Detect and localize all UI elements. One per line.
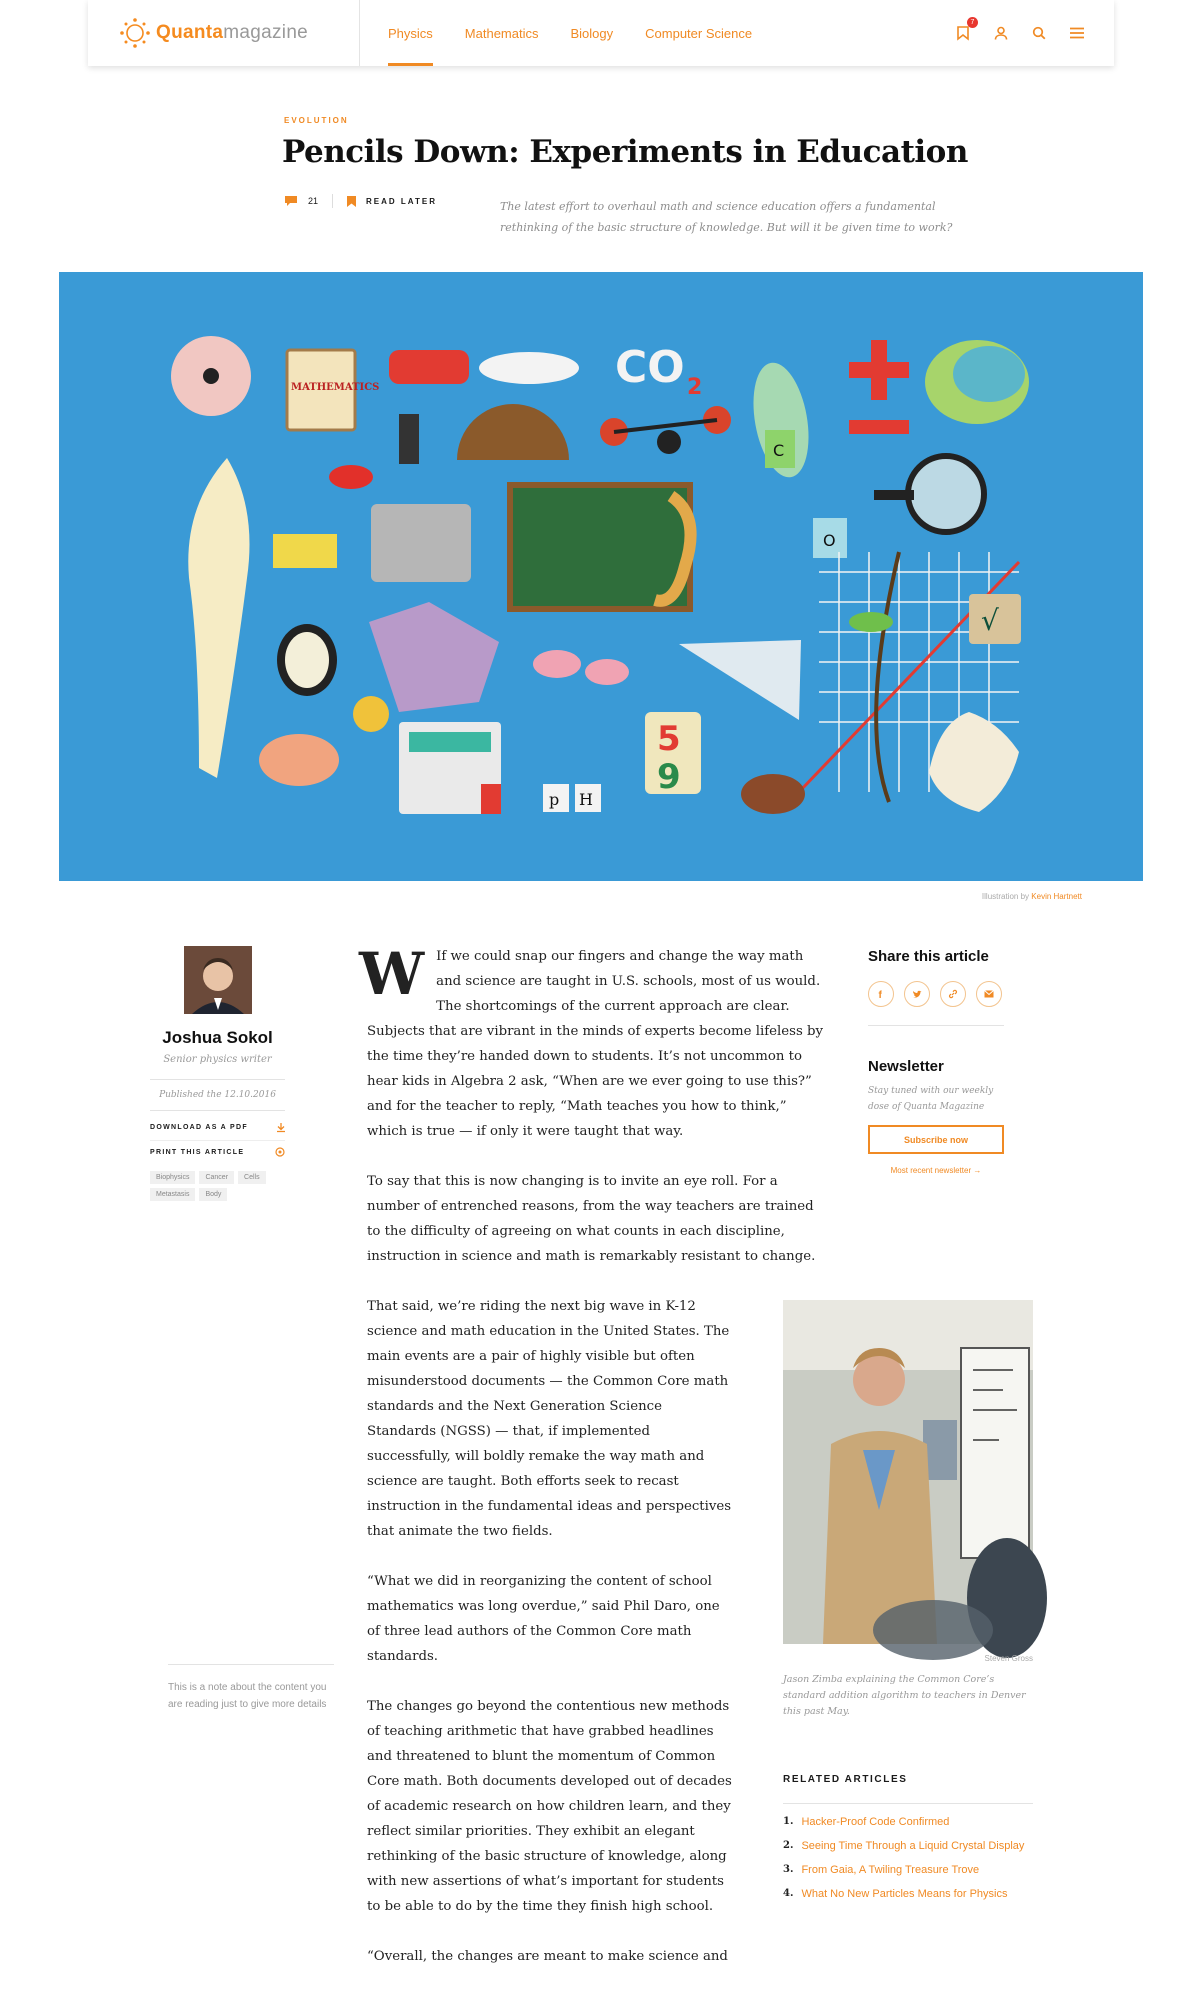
search-icon[interactable] (1030, 24, 1048, 42)
author-name[interactable]: Joshua Sokol (162, 1028, 273, 1047)
author-avatar[interactable] (184, 946, 252, 1014)
share-panel (868, 948, 1004, 1026)
related-item[interactable] (783, 1816, 1033, 1828)
author-role: Senior physics writer (163, 1054, 272, 1065)
related-link[interactable]: What No New Particles Means for Physics (801, 1888, 1008, 1900)
hero-collage-image (59, 272, 1143, 881)
bookmark-icon (347, 196, 356, 207)
download-pdf-link[interactable] (150, 1123, 285, 1132)
svg-text:CO: CO (615, 342, 685, 393)
side-note: This is a note about the content you are reading just to give more details (168, 1664, 334, 1713)
svg-text:5: 5 (657, 719, 681, 759)
site-header (88, 0, 1114, 66)
related-link[interactable]: Seeing Time Through a Liquid Crystal Display (801, 1840, 1025, 1852)
svg-text:9: 9 (657, 757, 681, 797)
author-card (150, 946, 285, 1201)
photo-caption: Jason Zimba explaining the Common Core’s standard addition algorithm to teachers in Denver this past May. (783, 1674, 1026, 1717)
tag-cancer[interactable]: Cancer (199, 1171, 234, 1184)
tag-cells[interactable]: Cells (238, 1171, 266, 1184)
svg-text:MATHEMATICS: MATHEMATICS (291, 382, 380, 393)
svg-text:2: 2 (687, 375, 703, 400)
related-item[interactable] (783, 1888, 1033, 1900)
link-icon[interactable] (940, 981, 966, 1007)
paragraph: “What we did in reorganizing the content of school mathematics was long overdue,” said Phil Daro, one of three lead authors of the Common Core math standards. (367, 1574, 720, 1664)
tag-biophysics[interactable]: Biophysics (150, 1171, 195, 1184)
nav-mathematics[interactable]: Mathematics (464, 25, 539, 41)
lecture-photo-image (783, 1300, 1033, 1644)
photo-credit: Steven Gross (984, 1654, 1033, 1663)
related-link[interactable]: Hacker-Proof Code Confirmed (801, 1816, 950, 1828)
paragraph-text: If we could snap our fingers and change the way math and science are taught in U.S. schools, most of us would. The shortcomings of the current approach are clear. Subjects that are vibrant in the minds of experts become lifeless by the time they’re handed down to students. It’s not uncommon to hear kids in Algebra 2 ask, “When are we ever going to use this?” and for the teacher to reply, “Math teaches you how to think,” which is true — if only it were taught that way. (367, 949, 824, 1139)
related-number: 2. (783, 1840, 794, 1851)
tag-body[interactable]: Body (199, 1188, 227, 1201)
newsletter-title: Newsletter (868, 1058, 944, 1075)
read-later-button[interactable] (347, 196, 437, 207)
download-icon (277, 1123, 285, 1132)
print-article-link[interactable] (150, 1140, 285, 1157)
related-link[interactable]: From Gaia, A Twiling Treasure Trove (801, 1864, 980, 1876)
article-kicker[interactable]: EVOLUTION (284, 116, 349, 125)
svg-text:√: √ (981, 604, 999, 637)
svg-text:C: C (773, 441, 785, 460)
related-title: RELATED ARTICLES (783, 1774, 1033, 1804)
nav-computer-science[interactable]: Computer Science (645, 25, 753, 41)
related-item[interactable] (783, 1864, 1033, 1876)
tag-metastasis[interactable]: Metastasis (150, 1188, 195, 1201)
comment-icon (284, 195, 298, 207)
svg-text:O: O (823, 531, 836, 550)
article-body (359, 940, 827, 1994)
nav-biology[interactable]: Biology (570, 25, 614, 41)
quanta-logo-icon (118, 16, 152, 50)
bookmark-icon[interactable] (954, 19, 975, 42)
tag-list (150, 1171, 285, 1201)
nav-physics[interactable]: Physics (388, 0, 433, 66)
published-date: Published the 12.10.2016 (150, 1079, 285, 1111)
recent-newsletter-link[interactable]: Most recent newsletter → (890, 1166, 982, 1175)
drop-cap: W (359, 940, 425, 1008)
email-icon[interactable] (976, 981, 1002, 1007)
comment-count: 21 (308, 196, 319, 206)
svg-text:p: p (549, 790, 560, 809)
print-article-label: PRINT THIS ARTICLE (150, 1148, 245, 1156)
subscribe-button[interactable]: Subscribe now (868, 1125, 1004, 1154)
newsletter-panel (868, 1058, 1004, 1175)
hero-credit (982, 892, 1082, 901)
facebook-icon[interactable] (868, 981, 894, 1007)
related-number: 4. (783, 1888, 794, 1899)
bookmark-count-badge: 7 (967, 17, 978, 28)
related-number: 3. (783, 1864, 794, 1875)
user-icon[interactable] (992, 24, 1010, 42)
print-icon (275, 1147, 285, 1157)
related-item[interactable] (783, 1840, 1033, 1852)
logo-primary-text: Quanta (156, 22, 224, 43)
newsletter-description: Stay tuned with our weekly dose of Quanta Magazine (868, 1086, 994, 1112)
hero-credit-label: Illustration by (981, 892, 1030, 901)
download-pdf-label: DOWNLOAD AS A PDF (150, 1124, 248, 1131)
hero-credit-name[interactable]: Kevin Hartnett (1031, 892, 1082, 901)
header-tools (954, 0, 1086, 66)
twitter-icon[interactable] (904, 981, 930, 1007)
article-title: Pencils Down: Experiments in Education (282, 134, 968, 170)
share-title: Share this article (868, 948, 989, 965)
svg-text:H: H (579, 790, 593, 809)
related-number: 1. (783, 1816, 794, 1827)
hero-illustration (59, 272, 1143, 881)
article-dek: The latest effort to overhaul math and science education offers a fundamental rethinking of the basic structure of knowledge. But will it be given time to work? (500, 200, 953, 234)
svg-text:f: f (878, 990, 882, 1001)
related-articles (783, 1774, 1033, 1900)
paragraph: The changes go beyond the contentious new methods of teaching arithmetic that have grabbed headlines and threatened to blunt the momentum of Common Core math. Both documents developed out of decades of academic research on how children learn, and they reflect similar priorities. They exhibit an elegant rethinking of the basic structure of knowledge, along with new assertions of what’s important for students to be able to do by the time they finish high school. (367, 1699, 732, 1914)
comments-link[interactable] (284, 194, 333, 208)
inline-photo (783, 1300, 1033, 1644)
paragraph: That said, we’re riding the next big wave in K-12 science and math education in the United States. The main events are a pair of highly visible but often misunderstood documents — the Common Core math standards and the Next Generation Science Standards (NGSS) — that, if implemented successfully, will boldly remake the way math and science are taught. Both efforts seek to recast instruction in the fundamental ideas and perspectives that animate the two fields. (367, 1299, 732, 1539)
menu-icon[interactable] (1068, 24, 1086, 42)
paragraph: To say that this is now changing is to invite an eye roll. For a number of entrenched reasons, from the way teachers are trained to the difficulty of agreeing on what counts in each discipline, instruction in science and math is remarkably resistant to change. (367, 1174, 816, 1264)
logo-secondary-text: magazine (223, 22, 309, 43)
paragraph: “Overall, the changes are meant to make science and (367, 1949, 728, 1964)
read-later-label: READ LATER (366, 196, 437, 206)
main-nav (388, 0, 784, 66)
paragraph (359, 940, 827, 1144)
site-logo[interactable] (88, 0, 360, 66)
article-meta (284, 194, 437, 208)
